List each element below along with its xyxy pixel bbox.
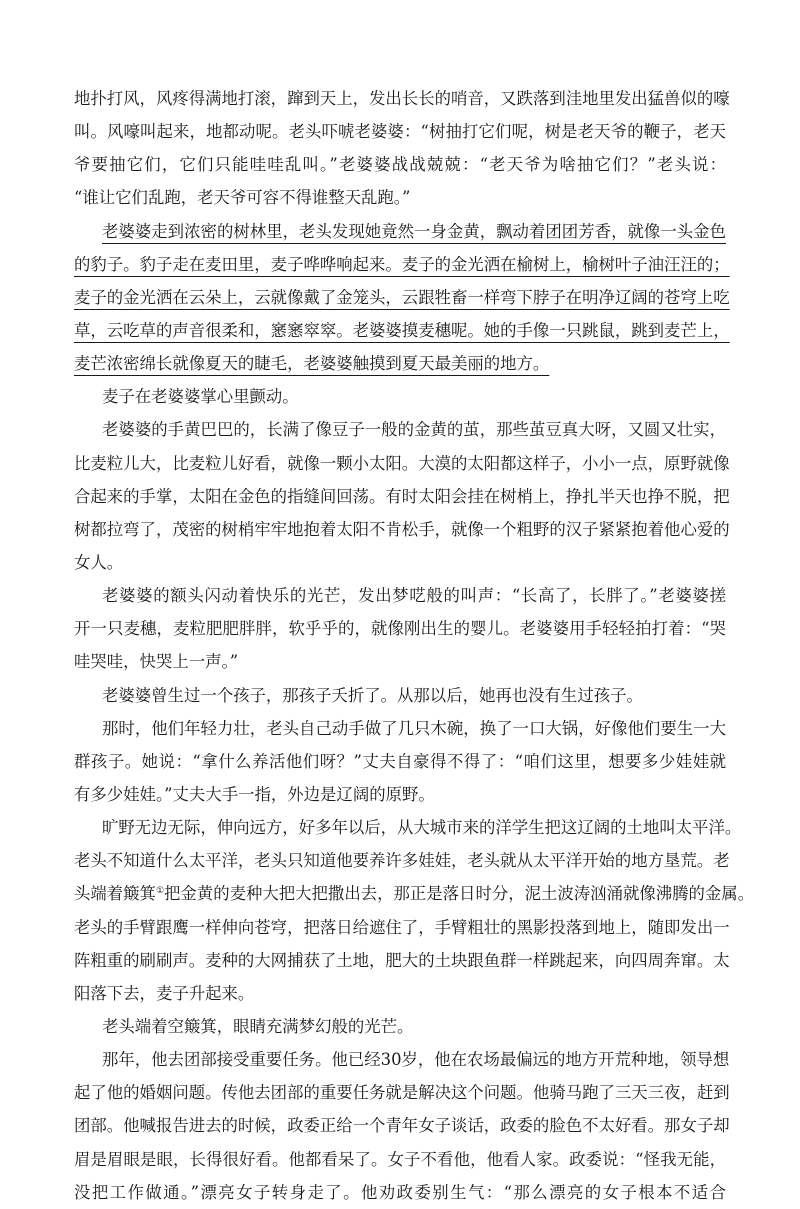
text-line: 爷要抽它们，它们只能哇哇乱叫。”老婆婆战战兢兢：“老天爷为啥抽它们？”老头说： [74, 155, 726, 175]
text-line: 叫。风嚎叫起来，地都动呢。老头吓唬老婆婆：“树抽打它们呢，树是老天爷的鞭子，老天 [74, 122, 726, 142]
underlined-passage-line [74, 347, 726, 380]
text-line: 阳落下去，麦子升起来。 [74, 983, 255, 1003]
text-segment: 把金黄的麦种大把大把撒出去，那正是落日时分，泥土波涛汹涌就像沸腾的金属。 [164, 884, 755, 904]
underlined-passage-line [74, 281, 730, 314]
text-line: 那时，他们年轻力壮，老头自己动手做了几只木碗，换了一口大锅，好像他们要生一大 [102, 718, 726, 738]
text-line: 开一只麦穗，麦粒肥肥胖胖，软乎乎的，就像刚出生的婴儿。老婆婆用手轻轻拍打着：“哭 [74, 619, 726, 639]
underlined-text: 的豹子。豹子走在麦田里，麦子哗哗响起来。麦子的金光洒在榆树上，榆树叶子油汪汪的； [74, 254, 730, 274]
document-page [74, 82, 755, 1209]
text-line: 合起来的手掌，太阳在金色的指缝间回荡。有时太阳会挂在树梢上，挣扎半天也挣不脱，把 [74, 486, 730, 506]
text-line: 有多少娃娃。”丈夫大手一指，外边是辽阔的原野。 [74, 784, 435, 804]
text-line: 阵粗重的刷刷声。麦种的大网捕获了土地，肥大的土块跟鱼群一样跳起来，向四周奔窜。太 [74, 950, 730, 970]
underlined-passage-line [74, 248, 730, 281]
text-line: 老婆婆曾生过一个孩子，那孩子夭折了。从那以后，她再也没有生过孩子。 [102, 685, 643, 705]
underlined-text: 老婆婆走到浓密的树林里，老头发现她竟然一身金黄，飘动着团团芳香，就像一头金色 [102, 221, 726, 241]
underlined-text: 麦芒浓密绵长就像夏天的睫毛，老婆婆触摸到夏天最美丽的地方。 [74, 354, 550, 374]
text-line: “谁让它们乱跑，老天爷可容不得谁整天乱跑。” [74, 188, 411, 208]
underlined-text: 草，云吃草的声音很柔和，窸窸窣窣。老婆婆摸麦穗呢。她的手像一只跳鼠，跳到麦芒上， [74, 320, 730, 340]
text-line: 地扑打风，风疼得满地打滚，蹿到天上，发出长长的哨音，又跌落到洼地里发出猛兽似的嚎 [74, 89, 730, 108]
text-line: 老婆婆的手黄巴巴的，长满了像豆子一般的金黄的茧，那些茧豆真大呀，又圆又壮实， [102, 420, 726, 440]
text-line: 群孩子。她说：“拿什么养活他们呀？”丈夫自豪得不得了：“咱们这里，想要多少娃娃就 [74, 751, 726, 771]
text-line: 比麦粒儿大，比麦粒儿好看，就像一颗小太阳。大漠的太阳都这样子，小小一点，原野就像 [74, 453, 730, 473]
text-line: 哇哭哇，快哭上一声。” [74, 652, 239, 672]
text-line: 女人。 [74, 552, 124, 572]
text-line: 那年，他去团部接受重要任务。他已经30岁，他在农场最偏远的地方开荒种地，领导想 [102, 1050, 730, 1070]
text-line: 老头端着空簸箕，眼睛充满梦幻般的光芒。 [102, 1016, 414, 1036]
text-line: 团部。他喊报告进去的时候，政委正给一个青年女子谈话，政委的脸色不太好看。那女子却 [74, 1116, 730, 1136]
text-line: 老婆婆的额头闪动着快乐的光芒，发出梦呓般的叫声：“长高了，长胖了。”老婆婆搓 [102, 586, 726, 606]
footnote-marker: ① [155, 886, 165, 897]
text-line: 树都拉弯了，茂密的树梢牢牢地抱着太阳不肯松手，就像一个粗野的汉子紧紧抱着他心爱的 [74, 519, 730, 539]
text-line: 老头的手臂跟鹰一样伸向苍穹，把落日给遮住了，手臂粗壮的黑影投落到地上，随即发出一 [74, 917, 730, 937]
underlined-passage-line [74, 314, 730, 347]
text-line: 眉是眉眼是眼，长得很好看。他都看呆了。女子不看他，他看人家。政委说：“怪我无能， [74, 1149, 726, 1169]
text-line-with-footnote [74, 877, 755, 910]
text-segment: 头端着簸箕 [74, 884, 156, 904]
text-line: 老头不知道什么太平洋，老头只知道他要养许多娃娃，老头就从太平洋开始的地方垦荒。老 [74, 851, 730, 871]
underlined-passage-line [74, 215, 726, 248]
text-line: 旷野无边无际，伸向远方，好多年以后，从大城市来的洋学生把这辽阔的土地叫太平洋。 [102, 818, 742, 838]
text-line: 起了他的婚姻问题。传他去团部的重要任务就是解决这个问题。他骑马跑了三天三夜，赶到 [74, 1083, 730, 1103]
text-line: 没把工作做通。”漂亮女子转身走了。他劝政委别生气：“那么漂亮的女子根本不适合 [74, 1182, 726, 1202]
underlined-text: 麦子的金光洒在云朵上，云就像戴了金笼头，云跟牲畜一样弯下脖子在明净辽阔的苍穹上吃 [74, 287, 730, 307]
text-line: 麦子在老婆婆掌心里颤动。 [102, 387, 299, 407]
